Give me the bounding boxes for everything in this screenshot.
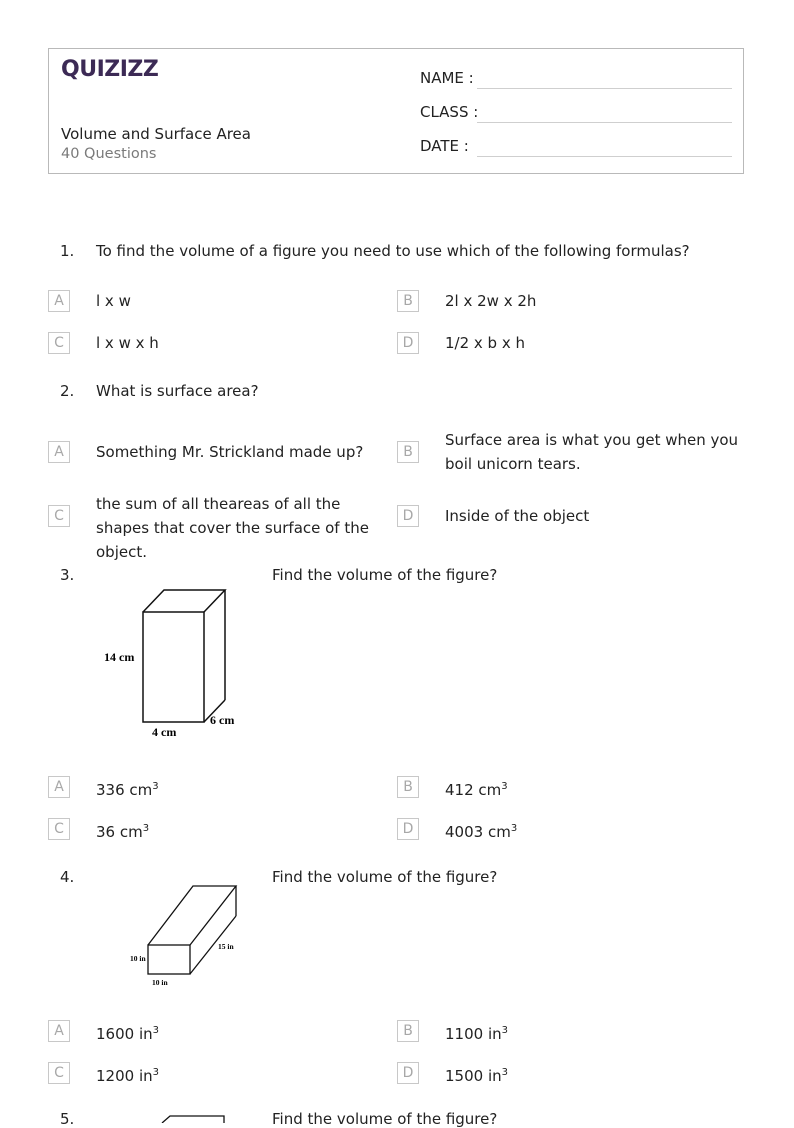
question-text: What is surface area? (96, 382, 259, 400)
option-c-text: 1200 $in^3$ (96, 1067, 159, 1085)
figure-label-depth: 15 in (218, 942, 234, 951)
class-field[interactable] (420, 103, 478, 121)
option-c-text: 36 $cm^3$ (96, 823, 150, 841)
option-b-box[interactable]: B (397, 441, 419, 463)
question-text: To find the volume of a figure you need to use which of the following formulas? (96, 242, 690, 260)
question-number: 4. (60, 868, 75, 886)
figure-label-height: 10 in (130, 954, 146, 963)
option-d-box[interactable]: D (397, 332, 419, 354)
quizizz-logo: QUIZIZZ (61, 57, 159, 82)
rectangular-prism-figure (160, 1114, 230, 1123)
option-a-box[interactable]: A (48, 776, 70, 798)
worksheet-header (48, 48, 744, 174)
question-text: Find the volume of the figure? (272, 566, 498, 584)
name-line (477, 88, 732, 89)
worksheet-title: Volume and Surface Area (61, 125, 251, 143)
option-d-text: 1500 $in^3$ (445, 1067, 508, 1085)
rectangular-prism-figure (96, 584, 256, 744)
option-a-box[interactable]: A (48, 1020, 70, 1042)
option-b-text: Surface area is what you get when you boil unicorn tears. (445, 431, 739, 473)
question-number: 3. (60, 566, 75, 584)
question-number: 2. (60, 382, 75, 400)
name-field[interactable] (420, 69, 474, 87)
option-b-text: 1100 $in^3$ (445, 1025, 508, 1043)
option-d-text: Inside of the object (445, 507, 590, 525)
option-a-text: 1600 $in^3$ (96, 1025, 159, 1043)
date-line (477, 156, 732, 157)
question-text: Find the volume of the figure? (272, 868, 498, 886)
option-d-box[interactable]: D (397, 818, 419, 840)
option-a-text: l x w (96, 292, 131, 310)
option-b-text: 2l x 2w x 2h (445, 292, 537, 310)
figure-label-width: 4 cm (152, 725, 177, 739)
figure-label-height: 14 cm (104, 650, 135, 664)
class-label: CLASS : (420, 103, 479, 121)
option-b-box[interactable]: B (397, 290, 419, 312)
option-b-text: 412 $cm^3$ (445, 781, 508, 799)
question-count: 40 Questions (61, 146, 157, 162)
name-label: NAME : (420, 69, 474, 87)
figure-label-width: 10 in (152, 978, 168, 987)
option-a-text: Something Mr. Strickland made up? (96, 443, 364, 461)
option-d-text: 4003 $cm^3$ (445, 823, 518, 841)
option-d-box[interactable]: D (397, 505, 419, 527)
question-number: 1. (60, 242, 75, 260)
question-number: 5. (60, 1110, 75, 1128)
question-text: Find the volume of the figure? (272, 1110, 498, 1128)
class-line (477, 122, 732, 123)
option-b-box[interactable]: B (397, 776, 419, 798)
rectangular-prism-figure (120, 880, 260, 995)
option-a-box[interactable]: A (48, 441, 70, 463)
option-d-box[interactable]: D (397, 1062, 419, 1084)
date-label: DATE : (420, 137, 469, 155)
option-c-box[interactable]: C (48, 332, 70, 354)
figure-label-depth: 6 cm (210, 713, 235, 727)
option-d-text: 1/2 x b x h (445, 334, 525, 352)
option-c-text: the sum of all theareas of all the shapes that cover the surface of the object. (96, 495, 369, 561)
option-a-box[interactable]: A (48, 290, 70, 312)
option-c-text: l x w x h (96, 334, 159, 352)
option-c-box[interactable]: C (48, 818, 70, 840)
option-c-box[interactable]: C (48, 1062, 70, 1084)
date-field[interactable] (420, 137, 469, 155)
option-c-box[interactable]: C (48, 505, 70, 527)
option-a-text: 336 $cm^3$ (96, 781, 159, 799)
option-b-box[interactable]: B (397, 1020, 419, 1042)
